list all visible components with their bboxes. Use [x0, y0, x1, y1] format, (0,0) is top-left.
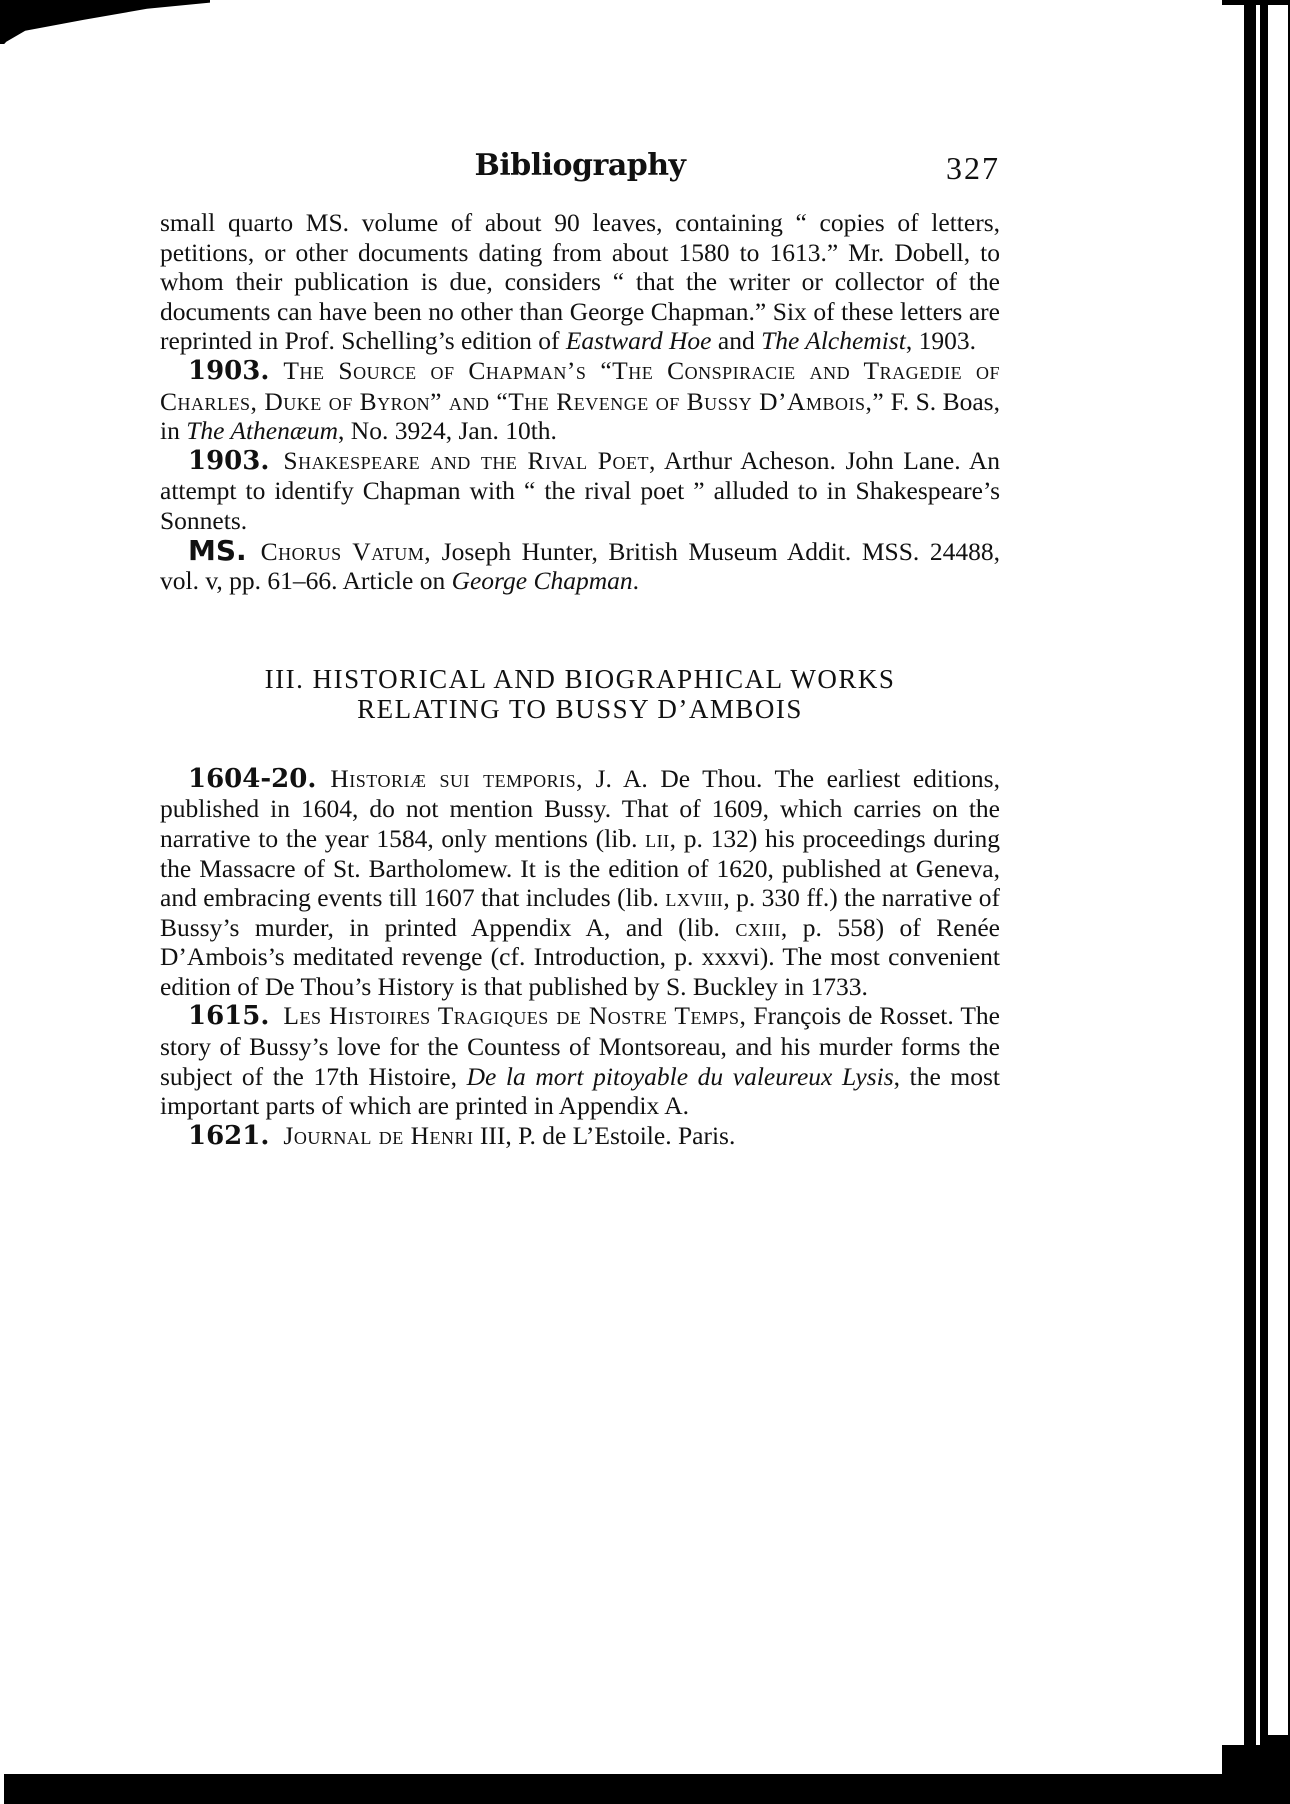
- entry-text: , p. 558) of Renée D’Ambois’s meditated revenge (cf. Introduction, p. xxxvi). The most convenient edition of De Thou’s History is that published by S. Buckley in 1733.: [160, 912, 1000, 1001]
- entry-title: Historiæ sui temporis,: [330, 763, 583, 793]
- entry-text: , p. 330 ff.) the narrative of Bussy’s murder, in printed Appendix A, and (lib.: [160, 883, 1000, 942]
- italic-title: George Chapman: [451, 566, 633, 596]
- section-heading: [160, 664, 1000, 724]
- paragraph-text: small quarto MS. volume of about 90 leaves, containing “ copies of letters, petitions, or other documents dating from about 1580 to 1613.” Mr. Dobell, to whom their publication is due, considers “ that the writer or collector of the documents can have been no other than George Chapman.” Six of these letters are reprinted in Prof. Schelling’s edition of: [160, 208, 1000, 356]
- entry-title: Chorus Vatum,: [260, 536, 432, 566]
- running-title: Bibliography: [474, 148, 686, 183]
- bibliography-entry: [160, 1121, 1000, 1152]
- entry-text: III, P. de L’Estoile. Paris.: [473, 1120, 736, 1150]
- italic-title: The Athenæum: [186, 416, 339, 446]
- entry-year: MS.: [188, 533, 247, 567]
- book-page: [160, 148, 1000, 1151]
- book-spine-edge: [1210, 0, 1290, 1804]
- paragraph-text: , 1903.: [905, 326, 976, 356]
- paragraph-text: and: [711, 326, 762, 356]
- bibliography-entry: [160, 356, 1000, 446]
- entry-text: , p. 132) his proceedings during the Massacre of St. Bartholomew. It is the edition of 1620, published at Geneva, and embracing events till 1607 that includes (lib.: [160, 823, 1001, 913]
- roman-numeral: lxviii: [665, 883, 724, 913]
- bibliography-entry: [160, 446, 1000, 536]
- entry-title: Shakespeare and the Rival Poet,: [283, 445, 656, 475]
- entry-text: , No. 3924, Jan. 10th.: [338, 416, 557, 446]
- entry-text: Arthur Acheson. John Lane. An attempt to identify Chapman with “ the rival poet ” alluded to in Shakespeare’s Sonnets.: [160, 445, 1000, 535]
- entry-text: , the most important parts of which are printed in Appendix A.: [160, 1061, 1000, 1121]
- bibliography-entry: [160, 1001, 1000, 1120]
- section-heading-line-1: III. HISTORICAL AND BIOGRAPHICAL WORKS: [264, 663, 896, 694]
- bibliography-entry: [160, 533, 1000, 596]
- entry-title: Les Histoires Tragiques de Nostre Temps,: [283, 1001, 747, 1031]
- scan-artifact-corner: [0, 0, 210, 44]
- running-head: [160, 148, 1000, 208]
- entry-year: 1903.: [188, 445, 270, 476]
- roman-numeral: lii: [645, 823, 670, 853]
- italic-title: De la mort pitoyable du valeureux Lysis: [466, 1061, 894, 1091]
- entry-year: 1604-20.: [188, 763, 317, 794]
- roman-numeral: cxiii: [735, 912, 781, 942]
- page-number: 327: [946, 150, 1000, 186]
- italic-title: The Alchemist: [761, 326, 906, 356]
- entry-title: Journal de Henri: [283, 1120, 474, 1150]
- entry-text: J. A. De Thou. The earliest editions, published in 1604, do not mention Bussy. That of 1609, which carries on the narrative to the year 1584, only mentions (lib.: [160, 763, 1000, 853]
- entry-year: 1621.: [188, 1120, 270, 1151]
- continuation-paragraph: [160, 208, 1000, 356]
- entry-text: .: [632, 566, 640, 596]
- entry-year: 1615.: [188, 1001, 270, 1032]
- entry-text: F. S. Boas, in: [160, 386, 1000, 446]
- entry-title: The Source of Chapman’s “The Conspiracie and Tragedie of Charles, Duke of Byron” and “The Revenge of Bussy D’Ambois,”: [160, 355, 1000, 416]
- entry-year: 1903.: [188, 355, 270, 386]
- body-text: [160, 208, 1000, 1151]
- italic-title: Eastward Hoe: [565, 326, 712, 356]
- scan-artifact-bottom: [4, 1774, 1290, 1804]
- entry-text: Joseph Hunter, British Museum Addit. MSS. 24488, vol. v, pp. 61–66. Article on: [160, 536, 1000, 596]
- entry-text: François de Rosset. The story of Bussy’s love for the Countess of Montsoreau, and his murder forms the subject of the 17th Histoire,: [160, 1001, 1000, 1091]
- bibliography-entry: [160, 764, 1000, 1002]
- section-heading-line-2: RELATING TO BUSSY D’AMBOIS: [357, 693, 803, 724]
